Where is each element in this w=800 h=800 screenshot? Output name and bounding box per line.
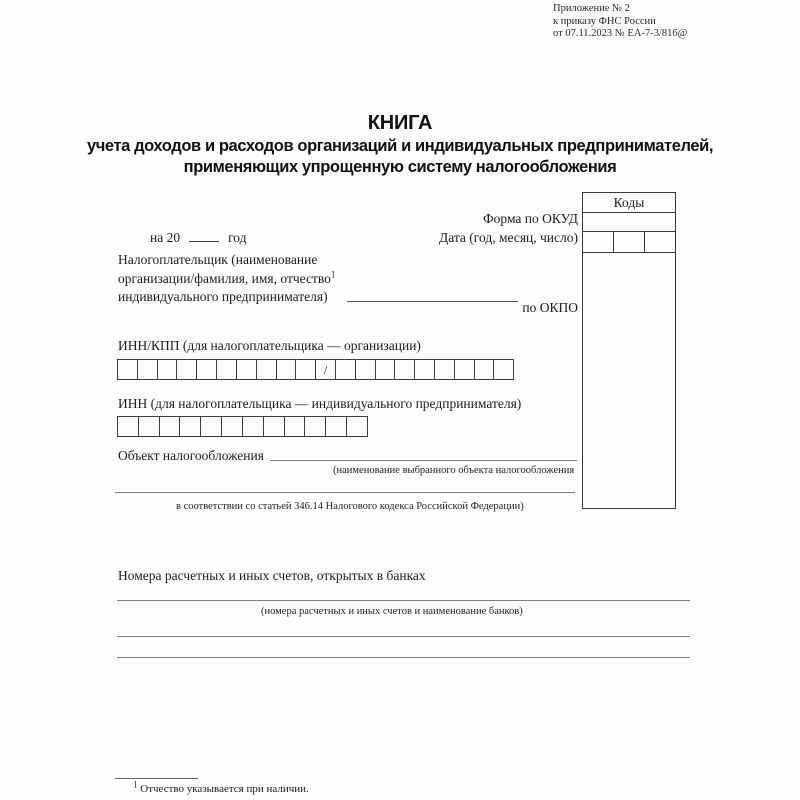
- footnote-rule: [115, 778, 198, 779]
- year-suffix: год: [228, 230, 247, 245]
- inn-kpp-label: ИНН/КПП (для налогоплательщика — организации): [118, 338, 421, 353]
- inn-digit-cell[interactable]: [196, 359, 217, 380]
- date-label: Дата (год, месяц, число): [439, 230, 578, 245]
- inn-digit-cell[interactable]: [157, 359, 178, 380]
- inn-entrepreneur-digit-cell[interactable]: [242, 416, 264, 437]
- object-label: Объект налогообложения: [118, 448, 264, 463]
- inn-digit-cell[interactable]: [117, 359, 138, 380]
- taxpayer-label-line-1: Налогоплательщик (наименование: [118, 252, 318, 267]
- okud-code-field[interactable]: [583, 213, 675, 232]
- date-day-field[interactable]: [645, 232, 675, 252]
- appendix-line-1: Приложение № 2: [553, 3, 630, 14]
- kpp-digit-cell[interactable]: [474, 359, 495, 380]
- inn-digit-cell[interactable]: [216, 359, 237, 380]
- footnote-ref: 1: [133, 779, 138, 790]
- inn-digit-cell[interactable]: [256, 359, 277, 380]
- footnote-ref-superscript: 1: [330, 269, 336, 279]
- inn-entrepreneur-digit-cell[interactable]: [346, 416, 368, 437]
- inn-entrepreneur-digit-cell[interactable]: [325, 416, 347, 437]
- object-field-line-2[interactable]: [115, 479, 575, 493]
- taxpayer-label-line-3: индивидуального предпринимателя): [118, 289, 328, 304]
- okpo-code-field[interactable]: [583, 253, 675, 511]
- codes-box-header: Коды: [583, 193, 675, 213]
- footnote: [133, 779, 309, 796]
- okud-label: Форма по ОКУД: [482, 211, 578, 226]
- year-line: [150, 229, 247, 246]
- kpp-digit-cell[interactable]: [454, 359, 475, 380]
- date-code-row: [583, 232, 675, 253]
- year-prefix: на 20: [150, 230, 181, 245]
- inn-digit-cell[interactable]: [236, 359, 257, 380]
- object-hint-line-1: (наименование выбранного объекта налогообложения: [333, 465, 575, 476]
- appendix-line-3: от 07.11.2023 № ЕА-7-3/816@: [553, 28, 688, 39]
- taxpayer-label-line-2: организации/фамилия, имя, отчество$^1$: [118, 269, 336, 286]
- kpp-digit-cell[interactable]: [375, 359, 396, 380]
- kpp-digit-cell[interactable]: [434, 359, 455, 380]
- inn-entrepreneur-digit-cell[interactable]: [284, 416, 306, 437]
- taxpayer-name-field[interactable]: [347, 288, 518, 302]
- object-field-line-1[interactable]: [270, 447, 577, 461]
- accounts-field-line-1[interactable]: [117, 587, 690, 601]
- codes-box: [582, 192, 676, 509]
- okpo-label: по ОКПО: [522, 300, 578, 315]
- accounts-field-line-3[interactable]: [117, 644, 690, 658]
- kpp-digit-cell[interactable]: [335, 359, 356, 380]
- inn-entrepreneur-digit-cell[interactable]: [138, 416, 160, 437]
- date-year-field[interactable]: [583, 232, 614, 252]
- inn-digit-cell[interactable]: [276, 359, 297, 380]
- kpp-digit-cell[interactable]: [394, 359, 415, 380]
- inn-digit-cell[interactable]: [137, 359, 158, 380]
- inn-entrepreneur-digit-cell[interactable]: [304, 416, 326, 437]
- inn-digit-cell[interactable]: [176, 359, 197, 380]
- inn-entrepreneur-digit-cell[interactable]: [179, 416, 201, 437]
- inn-entrepreneur-digit-cell[interactable]: [117, 416, 139, 437]
- inn-entrepreneur-digit-cell[interactable]: [221, 416, 243, 437]
- taxpayer-label: [118, 251, 378, 307]
- inn-label: ИНН (для налогоплательщика — индивидуального предпринимателя): [118, 396, 522, 411]
- inn-kpp-slash-cell[interactable]: /: [315, 359, 336, 380]
- object-hint-line-2: в соответствии со статьей 346.14 Налогового кодекса Российской Федерации): [176, 501, 524, 512]
- inn-digit-cell[interactable]: [295, 359, 316, 380]
- inn-entrepreneur-digit-cell[interactable]: [200, 416, 222, 437]
- kpp-digit-cell[interactable]: [414, 359, 435, 380]
- inn-grid: [117, 416, 368, 437]
- kpp-digit-cell[interactable]: [355, 359, 376, 380]
- appendix-note: [553, 3, 687, 41]
- inn-entrepreneur-digit-cell[interactable]: [159, 416, 181, 437]
- year-blank-field[interactable]: [189, 229, 219, 242]
- date-month-field[interactable]: [614, 232, 645, 252]
- kpp-digit-cell[interactable]: [493, 359, 514, 380]
- title-sub-1: учета доходов и расходов организаций и индивидуальных предпринимателей,: [86, 137, 714, 155]
- accounts-field-line-2[interactable]: [117, 623, 690, 637]
- accounts-label: Номера расчетных и иных счетов, открытых в банках: [118, 568, 426, 583]
- inn-kpp-grid: [117, 359, 514, 380]
- title-sub-2: применяющих упрощенную систему налогообложения: [183, 157, 617, 176]
- inn-entrepreneur-digit-cell[interactable]: [263, 416, 285, 437]
- appendix-line-2: к приказу ФНС России: [553, 15, 656, 27]
- footnote-text: Отчество указывается при наличии.: [140, 783, 309, 795]
- document-title: [0, 111, 800, 177]
- title-main: КНИГА: [367, 112, 433, 134]
- accounts-hint: (номера расчетных и иных счетов и наименование банков): [261, 606, 523, 617]
